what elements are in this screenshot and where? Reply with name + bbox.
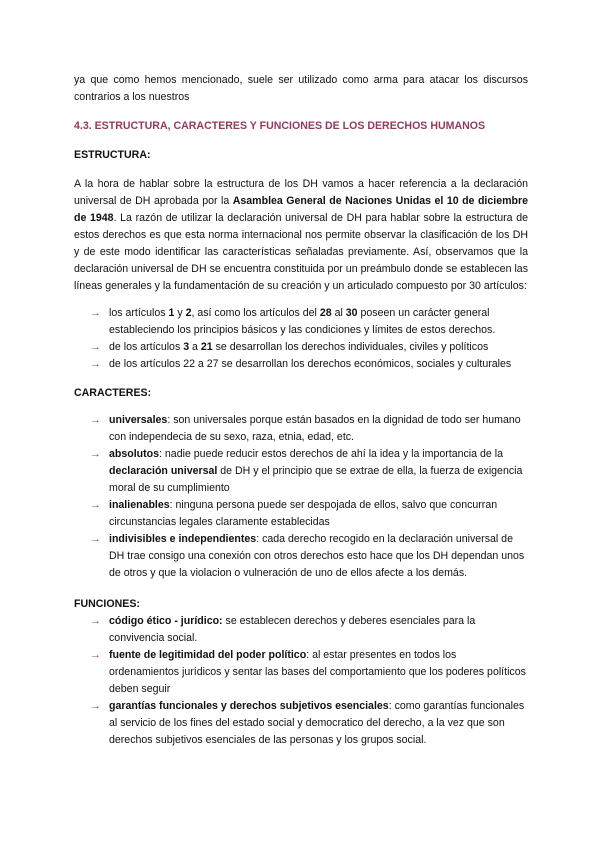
list-item-text: de los artículos 22 a 27 se desarrollan los derechos económicos, sociales y culturales bbox=[109, 358, 512, 370]
list-item-text: : ninguna persona puede ser despojada de ellos, salvo que concurran circunstancias legales claramente establecidas bbox=[109, 499, 498, 528]
list-item-bold: universales bbox=[109, 414, 168, 426]
arrow-icon: → bbox=[90, 533, 101, 545]
list-item bbox=[74, 356, 528, 373]
list-item bbox=[74, 698, 528, 749]
list-item bbox=[74, 412, 528, 446]
list-item-text: se establecen derechos y deberes esenciales para la convivencia social. bbox=[109, 615, 476, 644]
list-item-text: y bbox=[174, 307, 186, 319]
estructura-heading: ESTRUCTURA: bbox=[74, 149, 151, 161]
list-item-text: : como garantías funcionales al servicio de los fines del estado social y democratico del derecho, a la vez que son derechos subjetivos esenciales de las personas y los grupos social. bbox=[109, 700, 525, 746]
list-item bbox=[74, 613, 528, 647]
section-title: 4.3. ESTRUCTURA, CARACTERES Y FUNCIONES DE LOS DERECHOS HUMANOS bbox=[74, 120, 486, 132]
list-item bbox=[74, 531, 528, 582]
arrow-icon: → bbox=[90, 615, 101, 627]
list-item-bold: 30 bbox=[345, 307, 358, 319]
funciones-list bbox=[74, 613, 528, 749]
arrow-icon: → bbox=[90, 358, 101, 370]
intro-paragraph: ya que como hemos mencionado, suele ser utilizado como arma para atacar los discursos contrarios a los nuestros bbox=[74, 74, 528, 103]
estructura-bold-date: Asamblea General de Naciones Unidas el 10 de diciembre de 1948 bbox=[74, 195, 528, 224]
list-item-text: , así como los artículos del bbox=[191, 307, 320, 319]
arrow-icon: → bbox=[90, 700, 101, 712]
arrow-icon: → bbox=[90, 414, 101, 426]
estructura-list bbox=[74, 305, 528, 373]
list-item-bold: declaración universal bbox=[109, 465, 218, 477]
list-item-text: poseen un carácter general estableciendo los principios básicos y las condiciones y límites de estos derechos. bbox=[109, 307, 496, 336]
list-item-bold: indivisibles e independientes bbox=[109, 533, 257, 545]
arrow-icon: → bbox=[90, 499, 101, 511]
list-item-bold: 1 bbox=[168, 307, 175, 319]
list-item-bold: 2 bbox=[185, 307, 192, 319]
list-item-text: : cada derecho recogido en la declaración universal de DH trae consigo una conexión con otros derechos esto hace que los DH dependan unos de otros y que la violacion o vulneración de uno de ellos afecte a los demás. bbox=[109, 533, 525, 579]
list-item-bold: código ético - jurídico: bbox=[109, 615, 223, 627]
arrow-icon: → bbox=[90, 448, 101, 460]
arrow-icon: → bbox=[90, 649, 101, 661]
list-item-text: : al estar presentes en todos los ordenamientos jurídicos y sentar las bases del comportamiento que los poderes políticos deben seguir bbox=[109, 649, 526, 695]
list-item-text: los artículos bbox=[109, 307, 169, 319]
list-item bbox=[74, 305, 528, 339]
list-item bbox=[74, 647, 528, 698]
estructura-text-2: . La razón de utilizar la declaración universal de DH para hablar sobre la estructura de estos derechos es que esta norma internacional nos permite observar la clasificación de los DH y de este modo identificar las características señaladas previamente. Así, observamos que la declaración universal de DH se encuentra constituida por un preámbulo donde se establecen las líneas generales y la fundamentación de su creación y un articulado compuesto por 30 artículos: bbox=[74, 212, 528, 292]
list-item-text: al bbox=[331, 307, 346, 319]
list-item-text: de los artículos bbox=[109, 341, 184, 353]
list-item-bold: inalienables bbox=[109, 499, 170, 511]
arrow-icon: → bbox=[90, 307, 101, 319]
list-item-bold: absolutos bbox=[109, 448, 160, 460]
list-item-text: : nadie puede reducir estos derechos de ahí la idea y la importancia de la bbox=[159, 448, 503, 460]
estructura-text-1: A la hora de hablar sobre la estructura de los DH vamos a hacer referencia a la declaración universal de DH aprobada por la bbox=[74, 178, 528, 207]
list-item-bold: 3 bbox=[183, 341, 190, 353]
arrow-icon: → bbox=[90, 341, 101, 353]
list-item-bold: 21 bbox=[200, 341, 213, 353]
list-item-bold: garantías funcionales y derechos subjetivos esenciales bbox=[109, 700, 389, 712]
list-item-text: se desarrollan los derechos individuales, civiles y políticos bbox=[212, 341, 489, 353]
list-item-bold: fuente de legitimidad del poder político bbox=[109, 649, 307, 661]
funciones-heading: FUNCIONES: bbox=[74, 598, 140, 610]
list-item-bold: 28 bbox=[319, 307, 332, 319]
list-item bbox=[74, 497, 528, 531]
caracteres-heading: CARACTERES: bbox=[74, 387, 152, 399]
list-item bbox=[74, 339, 528, 356]
list-item-text: a bbox=[189, 341, 201, 353]
estructura-paragraph bbox=[74, 176, 528, 295]
caracteres-list bbox=[74, 412, 528, 582]
list-item bbox=[74, 446, 528, 497]
list-item-text: de DH y el principio que se extrae de ella, la fuerza de exigencia moral de su cumplimiento bbox=[109, 465, 523, 494]
list-item-text: : son universales porque están basados en la dignidad de todo ser humano con independecia de su sexo, raza, etnia, edad, etc. bbox=[109, 414, 521, 443]
